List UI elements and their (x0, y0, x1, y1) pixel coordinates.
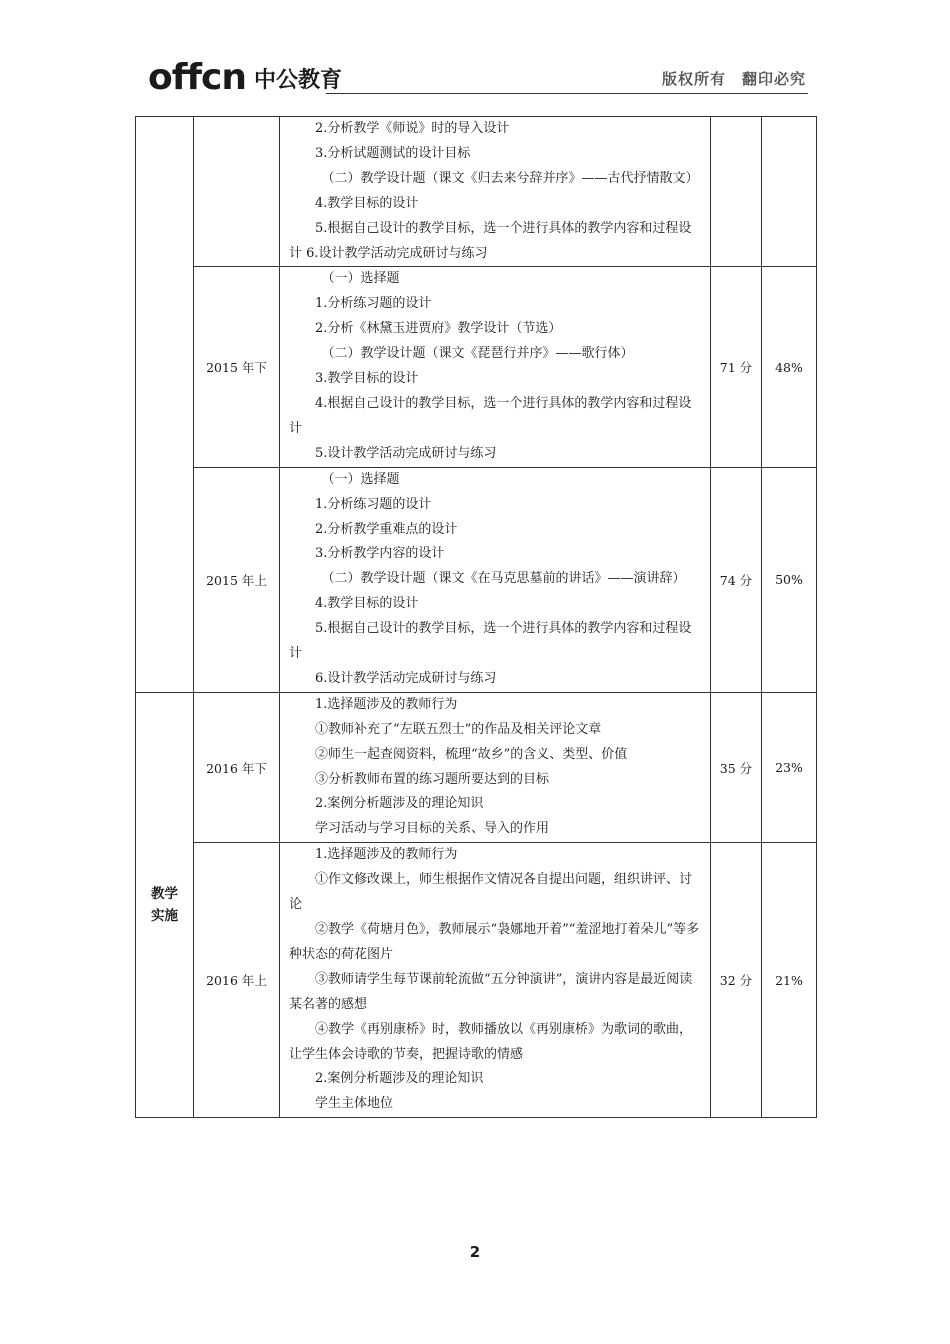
content-cell (280, 843, 711, 1118)
exam-analysis-table (135, 116, 817, 1118)
score-cell (711, 117, 762, 267)
content-cell (280, 692, 711, 842)
percentage-cell: 23% (762, 692, 817, 842)
score-cell: 35 分 (711, 692, 762, 842)
copyright-text-2: 翻印必究 (741, 70, 806, 88)
content-line: 学生主体地位 (315, 1096, 394, 1112)
content-line: ①教师补充了“左联五烈士”的作品及相关评论文章 (315, 721, 602, 737)
content-cell (280, 267, 711, 467)
year-cell: 2015 年下 (194, 267, 280, 467)
content-line: （二）教学设计题（课文《在马克思墓前的讲话》——演讲辞） (321, 571, 686, 587)
category-label-line: 教学 (151, 886, 178, 903)
content-line: 1.分析练习题的设计 (315, 496, 432, 512)
table-row (136, 267, 817, 467)
percentage-cell (762, 117, 817, 267)
table-row (136, 692, 817, 842)
year-cell (194, 117, 280, 267)
content-line: 3.教学目标的设计 (315, 371, 419, 387)
content-line: 5.设计教学活动完成研讨与练习 (315, 445, 497, 461)
content-line: 1.分析练习题的设计 (315, 296, 432, 312)
copyright-notice (662, 68, 806, 89)
content-line: 3.分析教学内容的设计 (315, 546, 445, 562)
score-cell: 71 分 (711, 267, 762, 467)
category-cell-empty (136, 117, 194, 693)
logo-latin-text: offcn (148, 57, 247, 98)
content-line: 2.分析《林黛玉进贾府》教学设计（节选） (315, 321, 562, 337)
content-line: ②师生一起查阅资料，梳理“故乡”的含义、类型、价值 (315, 746, 628, 762)
page-number: 2 (469, 1243, 481, 1261)
percentage-cell: 21% (762, 843, 817, 1118)
content-line: （二）教学设计题（课文《琵琶行并序》——歌行体） (321, 346, 634, 362)
year-cell: 2016 年上 (194, 843, 280, 1118)
content-line: ③分析教师布置的练习题所要达到的目标 (315, 771, 550, 787)
content-line: 4.教学目标的设计 (315, 195, 419, 211)
header-divider (326, 93, 808, 94)
content-line: 4.教学目标的设计 (315, 596, 419, 612)
content-line: ④教学《再别康桥》时，教师播放以《再别康桥》为歌词的歌曲，让学生体会诗歌的节奏，把握诗歌的情感 (289, 1021, 693, 1062)
content-line: ②教学《荷塘月色》，教师展示“袅娜地开着”“羞涩地打着朵儿”等多种状态的荷花图片 (289, 922, 700, 962)
category-label-line: 实施 (151, 908, 178, 925)
content-line: 2.分析教学重难点的设计 (315, 521, 458, 537)
content-line: ③教师请学生每节课前轮流做“五分钟演讲”，演讲内容是最近阅读某名著的感想 (289, 971, 693, 1012)
content-cell (280, 467, 711, 692)
page-header (148, 54, 808, 96)
content-line: （二）教学设计题（课文《归去来兮辞并序》——古代抒情散文） (321, 170, 699, 186)
content-line: 5.根据自己设计的教学目标，选一个进行具体的教学内容和过程设计 6.设计教学活动完成研讨与练习 (289, 220, 692, 261)
copyright-text-1: 版权所有 (661, 70, 726, 88)
table-row (136, 467, 817, 692)
content-line: 6.设计教学活动完成研讨与练习 (315, 670, 497, 686)
score-cell: 74 分 (711, 467, 762, 692)
table-row (136, 117, 817, 267)
offcn-logo (148, 54, 342, 96)
content-line: （一）选择题 (321, 471, 400, 487)
content-line: 1.选择题涉及的教师行为 (315, 696, 458, 712)
content-line: 4.根据自己设计的教学目标，选一个进行具体的教学内容和过程设计 (289, 395, 692, 436)
content-line: （一）选择题 (321, 271, 400, 287)
year-cell: 2015 年上 (194, 467, 280, 692)
content-line: 学习活动与学习目标的关系、导入的作用 (315, 821, 550, 837)
table-row (136, 843, 817, 1118)
score-cell: 32 分 (711, 843, 762, 1118)
content-line: 2.案例分析题涉及的理论知识 (315, 796, 484, 812)
content-line: 5.根据自己设计的教学目标，选一个进行具体的教学内容和过程设计 (289, 621, 692, 662)
year-cell: 2016 年下 (194, 692, 280, 842)
content-line: 2.案例分析题涉及的理论知识 (315, 1071, 484, 1087)
category-cell (136, 692, 194, 1117)
logo-chinese-text: 中公教育 (254, 68, 343, 93)
percentage-cell: 48% (762, 267, 817, 467)
content-line: 2.分析教学《师说》时的导入设计 (315, 121, 510, 136)
content-line: 1.选择题涉及的教师行为 (315, 847, 458, 863)
percentage-cell: 50% (762, 467, 817, 692)
content-cell (280, 117, 711, 267)
content-line: ①作文修改课上，师生根据作文情况各自提出问题，组织讲评、讨论 (289, 872, 693, 913)
content-line: 3.分析试题测试的设计目标 (315, 145, 471, 161)
